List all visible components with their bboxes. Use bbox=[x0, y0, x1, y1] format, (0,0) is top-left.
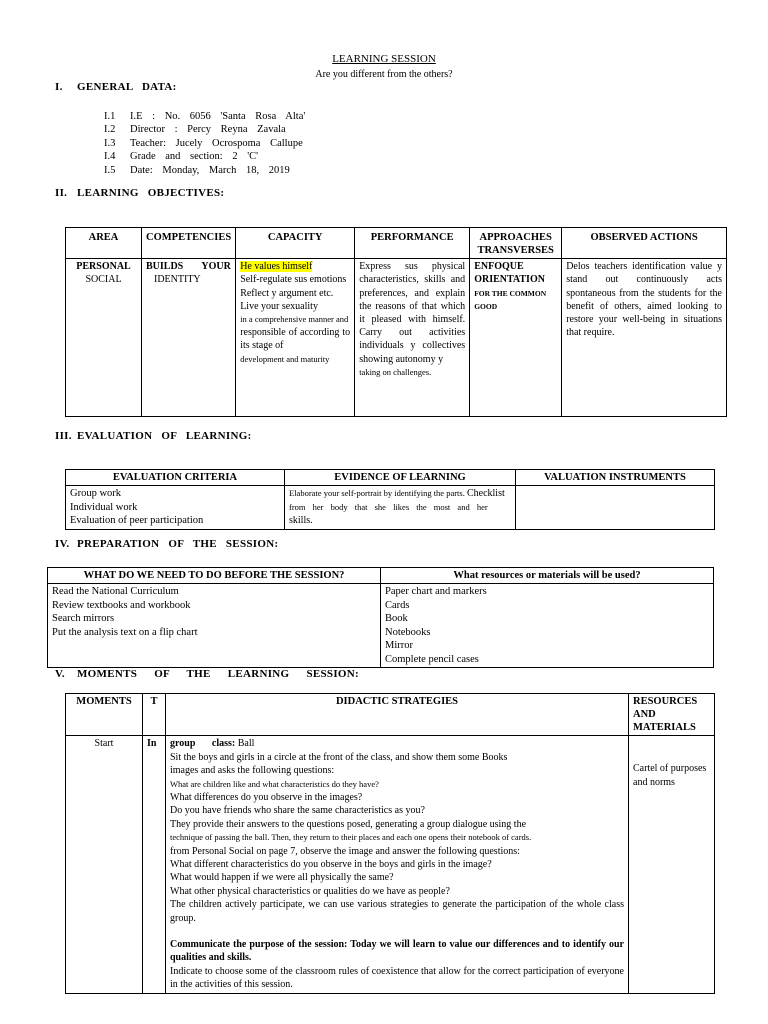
column-header: What resources or materials will be used? bbox=[381, 568, 714, 584]
table-header-row bbox=[48, 568, 714, 584]
column-header: OBSERVED ACTIONS bbox=[562, 228, 727, 259]
todo-cell: Read the National Curriculum Review textbooks and workbook Search mirrors Put the analysis text on a flip chart bbox=[48, 584, 381, 668]
competency-cell: BUILDS YOUR IDENTITY bbox=[142, 259, 236, 417]
column-header: EVALUATION CRITERIA bbox=[66, 470, 285, 486]
resources-cell: Paper chart and markers Cards Book Notebooks Mirror Complete pencil cases bbox=[381, 584, 714, 668]
session-subtitle: Are you different from the others? bbox=[315, 68, 453, 80]
column-header: MOMENTS bbox=[66, 694, 143, 736]
table-header-row bbox=[66, 694, 715, 736]
highlighted-capacity: He values himself bbox=[240, 261, 313, 273]
table-row bbox=[66, 736, 715, 993]
criteria-cell: Group work Individual work Evaluation of peer participation bbox=[66, 486, 285, 530]
instruments-cell bbox=[516, 486, 715, 530]
section-moments bbox=[55, 668, 359, 682]
column-header: DIDACTIC STRATEGIES bbox=[166, 694, 629, 736]
column-header: VALUATION INSTRUMENTS bbox=[516, 470, 715, 486]
column-header: AREA bbox=[66, 228, 142, 259]
section-number: III. bbox=[55, 430, 72, 442]
general-data-item: I.1 I.E : No. 6056 'Santa Rosa Alta' bbox=[104, 111, 306, 122]
section-learning-objectives bbox=[55, 187, 224, 201]
column-header: CAPACITY bbox=[236, 228, 355, 259]
column-header: APPROACHES TRANSVERSES bbox=[470, 228, 562, 259]
table-header-row bbox=[66, 228, 727, 259]
materials-cell: Cartel of purposes and norms bbox=[629, 736, 715, 993]
table-row bbox=[66, 259, 727, 417]
strategies-cell: group class: Ball Sit the boys and girls in a circle at the front of the class, and show them some Books images and asks the following questions: What are children like and what characteristics do they have? What differences do you observe in the images? Do you have friends who share the same characteristics as you? They provide their answers to the questions posed, generating a group dialogue using the technique of passing the ball. Then, they return to their places and each one opens their notebook of cards. from Personal Social on page 7, observe the image and answer the following questions: What different characteristics do you observe in the boys and girls in the image? What would happen if we were all physically the same? What other physical characteristics or qualities do we have as people? The children actively participate, we can use various strategies to generate the participation of the whole class group. Communicate the purpose of the session: Today we will learn to value our differences and to identify our qualities and skills. Indicate to choose some of the classroom rules of coexistence that allow for the correct participation of everyone in the activities of this session. bbox=[166, 736, 629, 993]
section-number: I. bbox=[55, 81, 63, 93]
evidence-cell: Elaborate your self-portrait by identifying the parts. Checklist from her body that she likes the most and her skills. bbox=[285, 486, 516, 530]
document-title bbox=[0, 53, 768, 81]
general-data-item: I.4 Grade and section: 2 'C' bbox=[104, 151, 259, 163]
section-label: PREPARATION OF THE SESSION: bbox=[77, 538, 279, 550]
preparation-table bbox=[47, 567, 714, 668]
moment-cell: Start bbox=[66, 736, 143, 993]
section-general-data bbox=[55, 81, 177, 95]
general-data-item: I.2 Director : Percy Reyna Zavala bbox=[104, 124, 286, 136]
performance-cell: Express sus physical characteristics, skills and preferences, and explain the reasons of that which it pleased with himself. Carry out activities individuals y collectives showing autonomy y taking on challenges. bbox=[355, 259, 470, 417]
table-row bbox=[48, 584, 714, 668]
evaluation-table bbox=[65, 469, 715, 530]
general-data-item: I.3 Teacher: Jucely Ocrospoma Callupe bbox=[104, 137, 303, 149]
objectives-table bbox=[65, 227, 727, 417]
general-data-list bbox=[104, 110, 305, 177]
column-header: T bbox=[143, 694, 166, 736]
section-number: II. bbox=[55, 187, 68, 199]
column-header: WHAT DO WE NEED TO DO BEFORE THE SESSION? bbox=[48, 568, 381, 584]
observed-actions-cell: Delos teachers identification value y stand out continuously acts spontaneous from the students for the benefit of others, aimed looking to restore your well-being in situations that require. bbox=[562, 259, 727, 417]
section-evaluation bbox=[55, 430, 252, 444]
section-label: LEARNING OBJECTIVES: bbox=[77, 187, 225, 199]
section-label: EVALUATION OF LEARNING: bbox=[77, 430, 252, 442]
column-header: PERFORMANCE bbox=[355, 228, 470, 259]
section-number: V. bbox=[55, 668, 65, 680]
approach-cell: ENFOQUE ORIENTATION FOR THE COMMON GOOD bbox=[470, 259, 562, 417]
section-number: IV. bbox=[55, 538, 70, 550]
general-data-item: I.5 Date: Monday, March 18, 2019 bbox=[104, 164, 290, 176]
table-row bbox=[66, 486, 715, 530]
column-header: RESOURCES AND MATERIALS bbox=[629, 694, 715, 736]
session-title: LEARNING SESSION bbox=[332, 53, 436, 65]
capacity-cell: He values himself Self-regulate sus emotions Reflect y argument etc. Live your sexuality in a comprehensive manner and responsible of according to its stage of development and maturity bbox=[236, 259, 355, 417]
table-header-row bbox=[66, 470, 715, 486]
section-label: MOMENTS OF THE LEARNING SESSION: bbox=[77, 668, 359, 680]
section-preparation bbox=[55, 538, 278, 552]
t-cell: In bbox=[143, 736, 166, 993]
moments-table bbox=[65, 693, 715, 994]
column-header: EVIDENCE OF LEARNING bbox=[285, 470, 516, 486]
area-cell: PERSONAL SOCIAL bbox=[66, 259, 142, 417]
section-label: GENERAL DATA: bbox=[77, 81, 177, 93]
column-header: COMPETENCIES bbox=[142, 228, 236, 259]
